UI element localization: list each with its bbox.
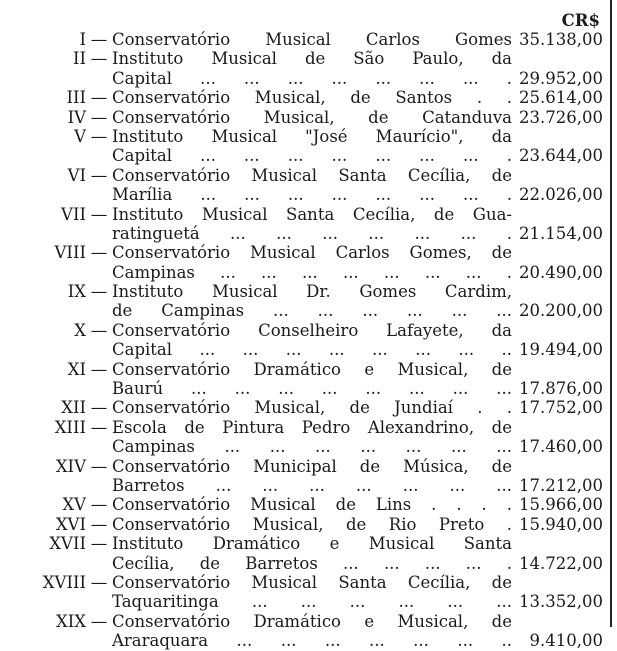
item-dash — [86, 301, 112, 320]
list-item — [0, 398, 617, 417]
institution-name: Instituto Musical de São Paulo, da — [112, 49, 512, 69]
item-dash: — — [90, 514, 108, 534]
currency-header-row — [0, 8, 617, 30]
amount: 14.722,00 — [519, 553, 603, 573]
amount — [512, 166, 603, 185]
institution-name: Cecília, de Barretos ... ... ... ... . — [112, 553, 512, 573]
item-dash — [86, 592, 112, 611]
item-dash: — — [90, 204, 108, 224]
list-item — [0, 321, 617, 340]
item-number: XIV — [55, 456, 86, 476]
item-number: X — [74, 320, 86, 340]
list-item-continuation — [0, 437, 617, 456]
institution-name: Conservatório Musical, de Rio Preto . — [112, 514, 512, 534]
list-item — [0, 612, 617, 631]
institution-name: Instituto Musical Santa Cecília, de Gua- — [112, 204, 512, 224]
item-number: XVII — [49, 534, 86, 554]
list-item — [0, 457, 617, 476]
item-dash: — — [90, 282, 108, 302]
amount: 15.966,00 — [519, 495, 603, 515]
item-number: II — [72, 49, 86, 69]
institution-name: Marília ... ... ... ... ... ... ... . — [112, 185, 512, 205]
item-dash: — — [90, 534, 108, 554]
item-number: XI — [67, 359, 86, 379]
item-dash — [86, 476, 112, 495]
institution-name: de Campinas ... ... ... ... ... ... — [112, 301, 512, 321]
list-item — [0, 360, 617, 379]
item-number — [0, 379, 86, 398]
item-dash: — — [90, 456, 108, 476]
institution-name: Capital ... ... ... ... ... ... ... . — [112, 146, 512, 166]
list-item — [0, 166, 617, 185]
item-dash: — — [90, 49, 108, 69]
list-item-continuation — [0, 379, 617, 398]
item-number: IX — [67, 282, 86, 302]
institution-name: Instituto Musical Dr. Gomes Cardim, — [112, 282, 512, 302]
item-number: VII — [61, 204, 86, 224]
institution-name: Conservatório Musical Carlos Gomes — [112, 30, 512, 49]
item-dash: — — [90, 88, 108, 108]
institution-name: Conservatório Musical Santa Cecília, de — [112, 165, 512, 185]
appropriations-list — [0, 8, 617, 651]
list-item-continuation — [0, 631, 617, 650]
institution-name: Instituto Musical "José Maurício", da — [112, 126, 512, 146]
item-number — [0, 437, 86, 456]
amount: 20.490,00 — [519, 262, 603, 282]
list-item — [0, 127, 617, 146]
item-number — [0, 224, 86, 243]
item-number — [0, 476, 86, 495]
institution-name: Instituto Dramático e Musical Santa — [112, 534, 512, 554]
item-number: V — [74, 126, 86, 146]
list-item — [0, 573, 617, 592]
item-number: IV — [67, 107, 86, 127]
amount — [512, 205, 603, 224]
list-item — [0, 88, 617, 107]
institution-name: Conservatório Municipal de Música, de — [112, 456, 512, 476]
item-number — [0, 263, 86, 282]
item-dash: — — [90, 165, 108, 185]
amount — [512, 127, 603, 146]
amount: 23.726,00 — [519, 107, 603, 127]
item-dash — [86, 185, 112, 204]
amount — [512, 573, 603, 592]
item-number — [0, 592, 86, 611]
item-dash: — — [90, 495, 108, 515]
item-dash: — — [90, 572, 108, 592]
amount — [512, 457, 603, 476]
institution-name: Campinas ... ... ... ... ... ... ... . — [112, 262, 512, 282]
institution-name: Araraquara ... ... ... ... ... ... .. — [112, 631, 512, 651]
institution-name: ratinguetá ... ... ... ... ... ... . — [112, 223, 512, 243]
item-dash — [86, 263, 112, 282]
institution-name: Campinas ... ... ... ... ... ... ... — [112, 437, 512, 457]
item-dash: — — [90, 320, 108, 340]
institution-name: Conservatório Musical, de Santos . . — [112, 88, 512, 108]
institution-name: Escola de Pintura Pedro Alexandrino, de — [112, 417, 512, 437]
list-item-continuation — [0, 554, 617, 573]
amount: 15.940,00 — [519, 514, 603, 534]
item-dash — [86, 69, 112, 88]
institution-name: Capital ... ... ... ... ... ... ... .. — [112, 340, 512, 360]
list-item — [0, 49, 617, 68]
list-item — [0, 282, 617, 301]
item-number: XVI — [55, 514, 86, 534]
institution-name: Conservatório Musical, de Catanduva — [112, 107, 512, 127]
item-dash: — — [90, 243, 108, 263]
item-dash: — — [90, 398, 108, 418]
institution-name: Conservatório Musical Santa Cecília, de — [112, 572, 512, 592]
amount: 22.026,00 — [519, 185, 603, 205]
item-dash: — — [90, 611, 108, 631]
item-dash: — — [90, 126, 108, 146]
amount: 35.138,00 — [519, 30, 603, 49]
amount: 13.352,00 — [519, 592, 603, 612]
list-item-continuation — [0, 146, 617, 165]
item-dash — [86, 146, 112, 165]
list-item — [0, 30, 617, 49]
item-number — [0, 185, 86, 204]
institution-name: Taquaritinga ... ... ... ... ... ... — [112, 592, 512, 612]
item-number: XV — [62, 495, 86, 515]
item-dash: — — [90, 30, 108, 49]
list-item — [0, 205, 617, 224]
institution-name: Conservatório Dramático e Musical, de — [112, 611, 512, 631]
list-item — [0, 418, 617, 437]
list-item-continuation — [0, 69, 617, 88]
item-dash — [86, 379, 112, 398]
item-number: I — [79, 30, 86, 49]
item-number — [0, 554, 86, 573]
item-number: VIII — [54, 243, 86, 263]
item-dash — [86, 554, 112, 573]
institution-name: Baurú ... ... ... ... ... ... ... ... — [112, 379, 512, 399]
amount — [512, 418, 603, 437]
item-dash: — — [90, 417, 108, 437]
item-number — [0, 69, 86, 88]
item-dash — [86, 224, 112, 243]
list-item-continuation — [0, 301, 617, 320]
institution-name: Conservatório Dramático e Musical, de — [112, 359, 512, 379]
list-item — [0, 515, 617, 534]
currency-header: CR$ — [561, 11, 600, 30]
item-dash — [86, 437, 112, 456]
item-number: XIII — [54, 417, 86, 437]
list-item — [0, 534, 617, 553]
amount — [512, 243, 603, 262]
amount — [512, 321, 603, 340]
list-item-continuation — [0, 476, 617, 495]
list-item — [0, 243, 617, 262]
item-number: XIX — [55, 611, 86, 631]
item-number — [0, 146, 86, 165]
item-number — [0, 340, 86, 359]
list-item — [0, 495, 617, 514]
list-item-continuation — [0, 340, 617, 359]
item-dash — [86, 340, 112, 359]
amount: 17.212,00 — [519, 475, 603, 495]
amount — [512, 612, 603, 631]
list-item-continuation — [0, 185, 617, 204]
item-number: VI — [67, 165, 86, 185]
amount — [512, 282, 603, 301]
item-dash: — — [90, 107, 108, 127]
amount — [512, 360, 603, 379]
amount: 17.876,00 — [519, 379, 603, 399]
institution-name: Barretos ... ... ... ... ... ... ... — [112, 475, 512, 495]
institution-name: Conservatório Musical, de Jundiaí . . — [112, 398, 512, 418]
list-item — [0, 108, 617, 127]
amount: 9.410,00 — [529, 631, 603, 651]
item-dash: — — [90, 359, 108, 379]
amount: 29.952,00 — [519, 68, 603, 88]
item-number — [0, 301, 86, 320]
amount: 19.494,00 — [519, 340, 603, 360]
amount: 23.644,00 — [519, 146, 603, 166]
list-item-continuation — [0, 263, 617, 282]
institution-name: Conservatório Musical de Lins . . . . — [112, 495, 512, 515]
amount: 25.614,00 — [519, 88, 603, 108]
item-number — [0, 631, 86, 650]
item-number: XII — [61, 398, 86, 418]
amount: 17.752,00 — [519, 398, 603, 418]
institution-name: Conservatório Conselheiro Lafayete, da — [112, 320, 512, 340]
institution-name: Capital ... ... ... ... ... ... ... . — [112, 68, 512, 88]
amount — [512, 49, 603, 68]
amount: 21.154,00 — [519, 223, 603, 243]
amount: 20.200,00 — [519, 301, 603, 321]
item-number: III — [66, 88, 86, 108]
list-item-continuation — [0, 224, 617, 243]
list-item-continuation — [0, 592, 617, 611]
item-number: XVIII — [42, 572, 86, 592]
amount — [512, 534, 603, 553]
item-dash — [86, 631, 112, 650]
institution-name: Conservatório Musical Carlos Gomes, de — [112, 243, 512, 263]
amount: 17.460,00 — [519, 437, 603, 457]
